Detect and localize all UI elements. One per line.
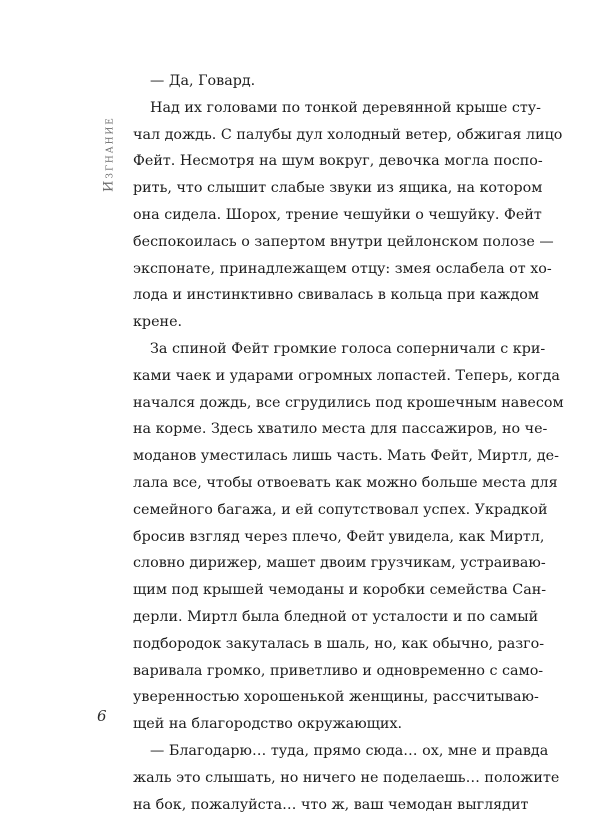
text-line: беспокоилась о запертом внутри цейлонском полозе —: [133, 233, 554, 250]
page-number: 6: [97, 707, 107, 725]
text-line: Фейт. Несмотря на шум вокруг, девочка могла поспо-: [133, 153, 543, 170]
text-line: рить, что слышит слабые звуки из ящика, на котором: [133, 180, 543, 197]
text-line: начался дождь, все сгрудились под крошечным навесом: [133, 394, 564, 411]
text-line: на корме. Здесь хватило места для пассажиров, но че-: [133, 421, 548, 438]
text-line: лала все, чтобы отвоевать как можно больше места для: [133, 474, 558, 491]
text-line: уверенностью хорошенькой женщины, рассчитываю-: [133, 689, 539, 706]
text-line: За спиной Фейт громкие голоса соперничали с кри-: [150, 340, 546, 357]
text-line: варивала громко, приветливо и одновременно с само-: [133, 662, 544, 679]
text-line: крене.: [133, 314, 183, 331]
text-line: чал дождь. С палубы дул холодный ветер, обжигая лицо: [133, 126, 563, 143]
text-line: подбородок закуталась в шаль, но, как обычно, разго-: [133, 635, 545, 652]
text-line: щим под крышей чемоданы и коробки семейства Сан-: [133, 582, 547, 599]
text-line: бросив взгляд через плечо, Фейт увидела, как Миртл,: [133, 528, 545, 545]
text-line: Над их головами по тонкой деревянной крыше сту-: [150, 99, 541, 116]
text-line: на бок, пожалуйста… что ж, ваш чемодан выглядит: [133, 796, 529, 813]
text-line: — Да, Говард.: [150, 73, 256, 89]
text-line: дерли. Миртл была бледной от усталости и по самый: [133, 608, 539, 625]
running-head: [96, 72, 122, 192]
text-line: лода и инстинктивно свивалась в кольца при каждом: [133, 287, 540, 304]
text-line: словно дирижер, машет двоим грузчикам, устраиваю-: [133, 555, 546, 572]
text-line: моданов уместилась лишь часть. Мать Фейт, Миртл, де-: [133, 448, 559, 465]
text-line: ками чаек и ударами огромных лопастей. Теперь, когда: [133, 367, 560, 384]
body-text: [133, 68, 564, 818]
text-line: экспонате, принадлежащем отцу: змея ослабела от хо-: [133, 260, 552, 277]
text-line: жаль это слышать, но ничего не поделаешь… положите: [133, 769, 560, 786]
text-line: щей на благородство окружающих.: [133, 716, 403, 733]
text-line: — Благодарю… туда, прямо сюда… ох, мне и правда: [150, 742, 549, 759]
text-line: семейного багажа, и ей сопутствовал успех. Украдкой: [133, 501, 548, 518]
text-line: она сидела. Шорох, трение чешуйки о чешуйку. Фейт: [133, 206, 542, 223]
running-head-text: Изгнание: [101, 116, 117, 192]
